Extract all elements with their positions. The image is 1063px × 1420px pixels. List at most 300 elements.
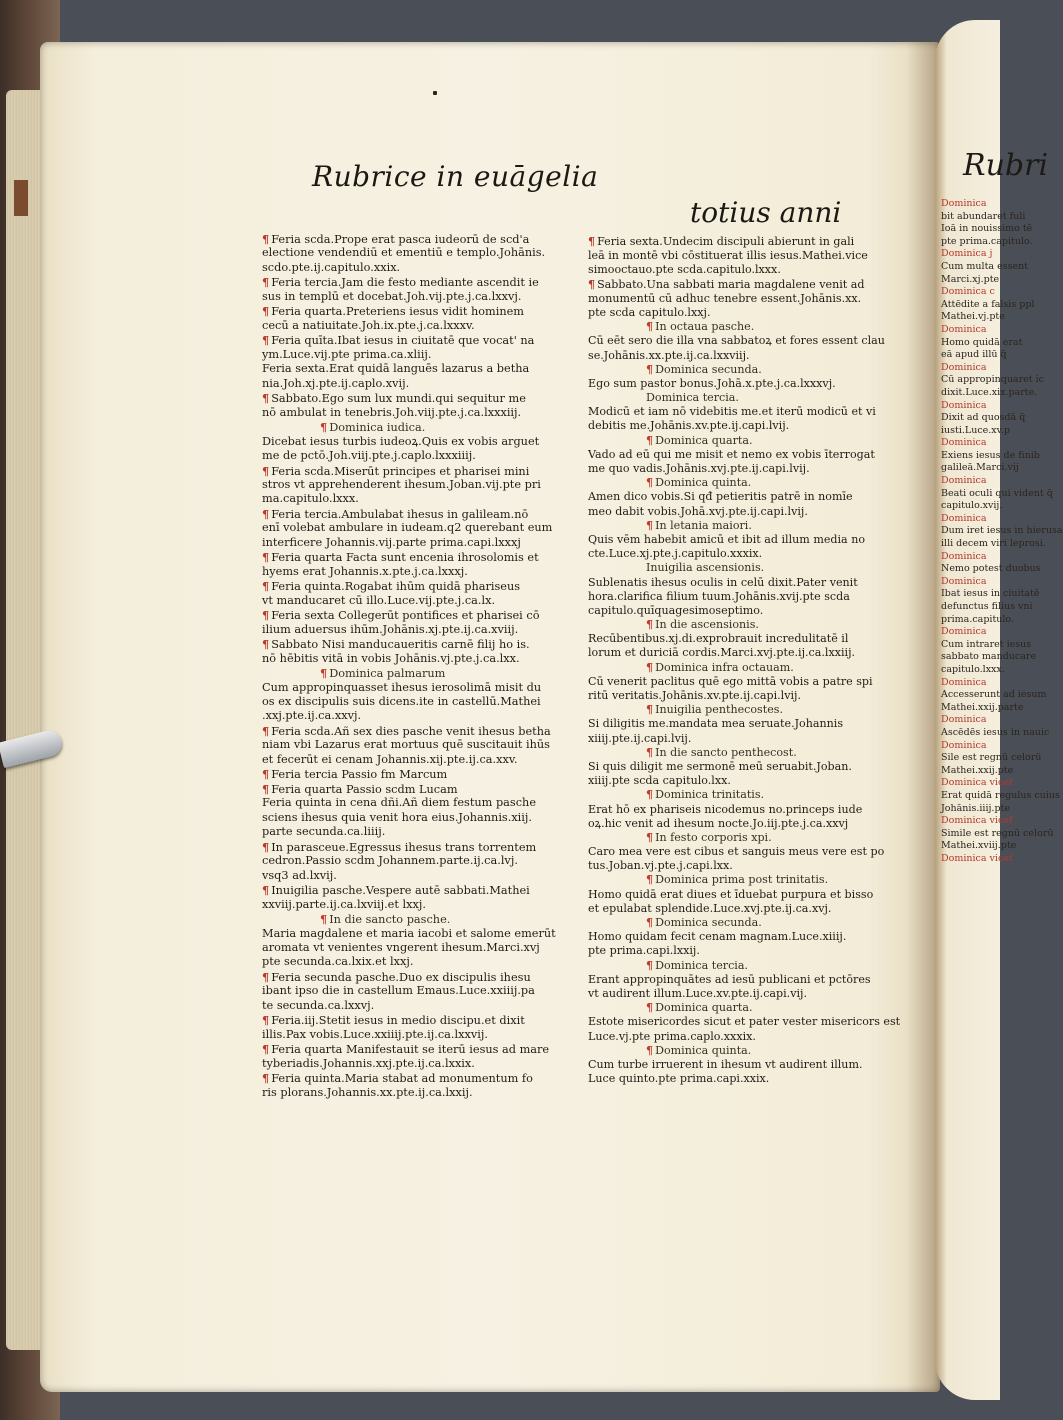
facing-page-line: Dominica [941,739,987,751]
rubric-heading [588,703,888,717]
facing-page-line: Mathei.xxij.parte [941,701,1024,713]
line-text: Homo quidam fecit cenam magnam.Luce.xiiij. [588,930,847,944]
text-line [262,435,562,449]
line-text: Erant appropinquātes ad iesū publicani et pctōres [588,972,871,986]
line-text: In die sancto pasche. [329,913,451,927]
line-text: debitis me.Johānis.xv.pte.ij.capi.lvij. [588,419,790,433]
facing-page-line: capitulo.lxxx. [941,663,1005,675]
facing-page-line: Mathei.xviij.pte [941,840,1017,852]
line-text: sciens ihesus quia venit hora eius.Johannis.xiij. [262,810,533,824]
line-text: Feria quarta Manifestauit se iterū iesus ad mare [271,1043,550,1057]
text-line [588,306,888,320]
text-line [262,869,562,883]
text-line [588,604,888,618]
text-line [262,970,562,984]
line-text: pte prima.capi.lxxij. [588,944,700,958]
pilcrow-icon: ¶ [646,660,654,674]
line-text: xxviij.parte.ij.ca.lxviij.et lxxj. [262,897,426,911]
text-line [588,646,888,660]
line-text: nia.Joh.xj.pte.ij.caplo.xvij. [262,376,410,390]
facing-page-line: Dominica [941,475,987,487]
pilcrow-icon: ¶ [646,618,654,632]
pilcrow-icon: ¶ [262,608,270,623]
text-line [262,521,562,535]
line-text: Luce.vj.pte prima.caplo.xxxix. [588,1029,756,1043]
facing-page-line: Accesserunt ad iesum [941,689,1047,701]
facing-page-line: dixit.Luce.xix.parte. [941,386,1038,398]
facing-page-line: Dominica [941,323,987,335]
text-line [262,724,562,738]
line-text: Cū eēt sero die illa vna sabbatoꝝ et fores essent clau [588,334,885,348]
line-text: niam vbi Lazarus erat mortuus quē suscitauit ihūs [262,738,550,752]
facing-page-running-head: Rubri [963,148,1049,183]
line-text: Feria scda.Prope erat pasca iudeorū de scd'a [271,233,530,246]
line-text: In octaua pasche. [655,320,755,334]
text-line [262,927,562,941]
text-line [588,249,888,263]
line-text: Modicū et iam nō videbitis me.et iterū modicū et vi [588,405,876,419]
text-line [262,753,562,767]
line-text: ym.Luce.vij.pte prima.ca.xliij. [262,347,432,361]
line-text: Dicebat iesus turbis iudeoꝝ.Quis ex vobis arguet [262,434,540,448]
text-line [262,1013,562,1027]
text-line [262,507,562,521]
line-text: Feria tercia.Ambulabat ihesus in galileam.nō [271,507,529,521]
text-line [588,292,888,306]
facing-page-line: Dominica c [941,286,995,298]
text-line [262,478,562,492]
line-text: me quo vadis.Johānis.xvj.pte.ij.capi.lvij. [588,462,810,475]
facing-page-line: Johānis.iiij.pte [941,802,1010,814]
text-line [588,590,888,604]
rubric-heading [588,391,888,405]
line-text: Sublenatis ihesus oculis in celū dixit.Pater venit [588,575,858,589]
line-text: monumentū cū adhuc tenebre essent.Johānis.xx. [588,291,862,305]
line-text: Sabbato.Una sabbati maria magdalene venit ad [597,277,865,291]
pilcrow-icon: ¶ [262,333,270,348]
line-text: capitulo.quīquagesimoseptimo. [588,603,764,617]
text-line [262,290,562,304]
line-text: Si quis diligit me sermonē meū seruabit.Joban. [588,759,852,773]
text-line [588,1072,888,1086]
line-text: cte.Luce.xj.pte.j.capitulo.xxxix. [588,547,763,561]
line-text: Ego sum pastor bonus.Johā.x.pte.j.ca.lxxxvj. [588,376,836,390]
facing-page-line: Cum multa essent [941,260,1029,272]
rubric-heading [588,916,888,930]
text-line [588,1058,888,1072]
pilcrow-icon: ¶ [262,723,270,738]
pilcrow-icon: ¶ [646,788,654,802]
right-text-column [588,235,901,1086]
line-text: Dominica quarta. [655,433,753,447]
line-text: Feria quinta.Maria stabat ad monumentum fo [271,1072,533,1086]
line-text: leā in montē vbi cōstituerat illis iesus.Mathei.vice [588,249,868,263]
book-page-edges [6,90,42,1350]
line-text: hora.clarifica filium tuum.Johānis.xvij.pte scda [588,589,850,603]
line-text: Cū venerit paclitus quē ego mittā vobis a patre spi [588,674,873,688]
text-line [262,883,562,897]
pilcrow-icon: ¶ [262,232,270,246]
text-line [262,738,562,752]
text-line [262,449,562,463]
rubric-heading [588,561,888,575]
line-text: In festo corporis xpi. [655,830,772,844]
facing-page-line: capitulo.xvij. [941,500,1003,512]
line-text: vt manducaret cū illo.Luce.vij.pte.j.ca.lx. [262,593,496,607]
line-text: vt audirent illum.Luce.xv.pte.ij.capi.vij. [588,986,807,1000]
text-line [588,505,888,519]
text-line [588,987,888,1001]
facing-page-line: Dixit ad quosdā q̄ [941,412,1026,424]
pilcrow-icon: ¶ [262,463,270,478]
text-line [262,594,562,608]
line-text: illis.Pax vobis.Luce.xxiiij.pte.ij.ca.lxxvij. [262,1027,488,1041]
line-text: In letania maiori. [655,518,752,532]
text-line [262,608,562,622]
rubric-heading [588,363,888,377]
line-text: et fecerūt ei cenam Johannis.xij.pte.ij.ca.xxv. [262,752,518,766]
rubric-heading [588,1044,888,1058]
line-text: pte scda capitulo.lxxj. [588,305,711,319]
line-text: Dominica prima post trinitatis. [655,873,829,887]
line-text: nō ambulat in tenebris.Joh.viij.pte.j.ca.lxxxiij. [262,405,522,419]
line-text: In parasceue.Egressus ihesus trans torrentem [271,840,537,854]
line-text: parte secunda.ca.liiij. [262,825,386,839]
facing-page-line: Attēdite a falsis ppl [941,298,1035,310]
text-line [588,632,888,646]
pilcrow-icon: ¶ [262,506,270,521]
line-text: Sabbato Nisi manducaueritis carnē filij ho is. [271,638,530,652]
line-text: Feria sexta.Undecim discipuli abierunt in gali [597,235,855,248]
facing-page-line: Mathei.vj.pte [941,311,1005,323]
text-line [588,263,888,277]
rubric-heading [588,476,888,490]
facing-page-line: Dominica [941,399,987,411]
text-line [588,462,888,476]
line-text: lorum et duriciā cordis.Marci.xvj.pte.ij.ca.lxxiij. [588,646,856,660]
text-line [262,565,562,579]
facing-page-line: Mathei.xxij.pte [941,764,1014,776]
text-line [262,984,562,998]
text-line [588,533,888,547]
pilcrow-icon: ¶ [646,745,654,759]
facing-page-line: Dominica vicef [941,852,1013,864]
line-text: .xxj.pte.ij.ca.xxvj. [262,709,362,723]
facing-page-recto [935,20,1063,1400]
line-text: Feria sexta Collegerūt pontifices et pharisei cō [271,609,540,623]
line-text: Feria quinta in cena dñi.Añ diem festum pasche [262,796,537,810]
line-text: xiiij.pte scda capitulo.lxx. [588,774,731,788]
line-text: Dominica quinta. [655,1043,752,1057]
rubric-heading [262,420,562,434]
line-text: simooctauo.pte scda.capitulo.lxxx. [588,263,781,277]
text-line [588,675,888,689]
text-line [588,817,888,831]
line-text: In die sancto penthecost. [655,745,797,759]
line-text: enī volebat ambulare in iudeam.q2 querebant eum [262,521,553,535]
text-line [262,232,562,246]
text-line [588,930,888,944]
line-text: xiiij.pte.ij.capi.lvij. [588,731,692,745]
pilcrow-icon: ¶ [262,1071,270,1086]
text-line [262,362,562,376]
facing-page-line: Sile est regnū celorū [941,752,1042,764]
text-line [262,898,562,912]
text-line [588,448,888,462]
facing-page-line: Dum iret iesus in hierusa [941,525,1063,537]
rubric-heading [588,959,888,973]
line-text: Inuigilia ascensionis. [646,561,765,575]
pilcrow-icon: ¶ [262,304,270,319]
line-text: os ex discipulis suis dicens.ite in castellū.Mathei [262,695,541,708]
text-line [262,275,562,289]
text-line [588,902,888,916]
facing-page-line: Dominica [941,676,987,688]
text-line [588,235,888,249]
line-text: tyberiadis.Johannis.xxj.pte.ij.ca.lxxix. [262,1056,475,1070]
facing-page-line: prima.capitulo. [941,613,1015,625]
line-text: hyems erat Johannis.x.pte.j.ca.lxxxj. [262,564,468,578]
line-text: se.Johānis.xx.pte.ij.ca.lxxviij. [588,348,750,362]
line-text: meo dabit vobis.Johā.xvj.pte.ij.capi.lvij. [588,504,808,518]
pilcrow-icon: ¶ [320,912,328,927]
pilcrow-icon: ¶ [262,839,270,854]
rubric-heading [588,788,888,802]
text-line [262,637,562,651]
facing-page-line: Dominica [941,437,987,449]
text-line [262,623,562,637]
line-text: Estote misericordes sicut et pater vester misericors est [588,1015,901,1029]
pilcrow-icon: ¶ [646,916,654,929]
text-line [262,1086,562,1100]
pilcrow-icon: ¶ [262,275,270,290]
line-text: Dominica palmarum [329,667,446,681]
text-line [588,803,888,817]
running-head-left: Rubrice in euāgelia [312,160,599,193]
facing-page-line: Beati oculi qui vident q̄ [941,487,1053,499]
text-line [588,405,888,419]
text-line [262,246,562,260]
pilcrow-icon: ¶ [262,969,270,984]
facing-page-line: sabbato manducare [941,651,1037,663]
line-text: scdo.pte.ij.capitulo.xxix. [262,260,401,274]
line-text: Inuigilia pasche.Vespere autē sabbati.Mathei [271,884,530,898]
pilcrow-icon: ¶ [646,1043,654,1057]
line-text: Feria sexta.Erat quidā languēs lazarus a betha [262,362,530,376]
text-line [588,576,888,590]
line-text: interficere Johannis.vij.parte prima.capi.lxxxj [262,535,521,549]
facing-page-line: Simile est regnū celorū [941,827,1054,839]
line-text: vsq3 ad.lxvij. [262,868,337,882]
line-text: Feria quarta Passio scdm Lucam [271,782,458,796]
line-text: Feria quarta.Preteriens iesus vidit hominem [271,305,525,319]
line-text: Inuigilia penthecostes. [655,703,783,717]
line-text: Sabbato.Ego sum lux mundi.qui sequitur me [271,392,526,406]
facing-page-line: illi decem viri leprosi. [941,538,1046,550]
text-line [262,1042,562,1056]
facing-page-line: Cū appropinquaret ic [941,374,1044,386]
line-text: Dominica quinta. [655,476,752,490]
line-text: Quis vēm habebit amicū et ibit ad illum media no [588,532,866,546]
text-line [588,973,888,987]
pilcrow-icon: ¶ [646,830,654,844]
line-text: Luce quinto.pte prima.capi.xxix. [588,1072,770,1086]
facing-page-line: Ascēdēs iesus in nauic [941,726,1050,738]
line-text: oꝝ.hic venit ad ihesum nocte.Jo.iij.pte.j.ca.xxvj [588,816,849,830]
line-text: Si diligitis me.mandata mea seruate.Johannis [588,717,844,731]
line-text: ris plorans.Johannis.xx.pte.ij.ca.lxxij. [262,1085,473,1099]
line-text: Feria quinta.Rogabat ihūm quidā phariseus [271,580,521,594]
line-text: Cum appropinquasset ihesus ierosolimā misit du [262,680,542,694]
line-text: sus in templū et docebat.Joh.vij.pte.j.ca.lxxvj. [262,289,522,303]
text-line [262,492,562,506]
pilcrow-icon: ¶ [646,476,654,490]
line-text: Dominica infra octauam. [655,660,794,674]
line-text: Dominica secunda. [655,362,762,376]
pilcrow-icon: ¶ [262,391,270,406]
text-line [588,944,888,958]
facing-page-line: Exiens iesus de finib [941,449,1040,461]
rubric-heading [588,873,888,887]
text-line [588,845,888,859]
facing-page-line: Nemo potest duobus [941,563,1041,575]
facing-page-line: Dominica [941,714,987,726]
line-text: ibant ipso die in castellum Emaus.Luce.xxiiij.pa [262,984,535,998]
pilcrow-icon: ¶ [262,1013,270,1028]
line-text: stros vt apprehenderent ihesum.Joban.vij.pte pri [262,477,541,491]
text-line [262,377,562,391]
line-text: Feria quīta.Ibat iesus in ciuitatē que vocat' na [271,334,535,348]
facing-page-line: galileā.Marci.vij [941,462,1019,474]
line-text: Feria scda.Miserūt principes et pharisei mini [271,464,530,478]
line-text: nō hēbitis vitā in vobis Johānis.vj.pte.j.ca.lxx. [262,651,520,665]
text-line [262,579,562,593]
pilcrow-icon: ¶ [646,320,654,334]
text-line [262,391,562,405]
pilcrow-icon: ¶ [262,781,270,796]
text-line [588,419,888,433]
pilcrow-icon: ¶ [262,767,270,782]
pilcrow-icon: ¶ [646,873,654,887]
pilcrow-icon: ¶ [262,579,270,594]
text-line [588,774,888,788]
line-text: Dominica tercia. [646,391,739,405]
line-text: Recūbentibus.xj.di.exprobrauit incredulitatē il [588,632,849,646]
text-line [588,547,888,561]
facing-page-line: defunctus filius vni [941,601,1033,612]
text-line [262,709,562,723]
line-text: me de pctō.Joh.viij.pte.j.caplo.lxxxiiij. [262,449,476,463]
text-line [588,334,888,348]
pilcrow-icon: ¶ [262,1042,270,1057]
line-text: tus.Joban.vj.pte.j.capi.lxx. [588,859,733,873]
line-text: Feria.iij.Stetit iesus in medio discipu.et dixit [271,1014,525,1028]
line-text: et epulabat splendide.Luce.xvj.pte.ij.ca.xvj. [588,901,832,915]
rubric-heading [262,912,562,926]
rubric-heading [588,519,888,533]
text-line [588,278,888,292]
text-line [588,732,888,746]
text-line [262,840,562,854]
text-line [262,1057,562,1071]
text-line [262,652,562,666]
text-line [262,767,562,781]
line-text: pte secunda.ca.lxix.et lxxj. [262,955,414,969]
text-line [262,348,562,362]
text-line [262,681,562,695]
facing-page-line: Dominica vicef [941,777,1013,789]
running-head-right: totius anni [690,196,842,229]
line-text: Amen dico vobis.Si qđ petieritis patrē in nomīe [588,490,853,504]
line-text: Dominica quarta. [655,1001,753,1015]
rubric-heading [588,746,888,760]
line-text: Cum turbe irruerent in ihesum vt audirent illum. [588,1057,863,1071]
facing-page-line: bit abundaret fuli [941,210,1026,222]
ribbon-marker [14,180,28,216]
facing-page-line: Dominica [941,550,987,562]
text-line [262,1071,562,1085]
facing-page-line: Dominica [941,198,987,209]
line-text: Maria magdalene et maria iacobi et salome emerūt [262,926,556,940]
line-text: te secunda.ca.lxxvj. [262,998,375,1012]
line-text: aromata vt venientes vngerent ihesum.Marci.xvj [262,940,540,954]
facing-page-line: Dominica [941,626,987,638]
facing-page-line: Dominica j [941,248,993,260]
line-text: cedron.Passio scdm Johannem.parte.ij.ca.lvj. [262,854,518,868]
pilcrow-icon: ¶ [262,550,270,565]
line-text: Dominica secunda. [655,916,762,929]
pilcrow-icon: ¶ [646,518,654,532]
line-text: ritū veritatis.Johānis.xv.pte.ij.capi.lvij. [588,689,801,702]
facing-page-line: Erat quidā regulus cuius [941,789,1060,801]
text-line [588,689,888,703]
line-text: cecū a natiuitate.Joh.ix.pte.j.ca.lxxxv. [262,318,475,332]
line-text: Homo quidā erat diues et īduebat purpura et bisso [588,887,874,901]
line-text: In die ascensionis. [655,618,759,632]
text-line [588,760,888,774]
facing-page-line: Homo quidā erat [941,336,1023,348]
text-line [588,1030,888,1044]
text-line [588,349,888,363]
text-line [262,782,562,796]
text-line [588,717,888,731]
line-text: electione vendendiū et ementiū e templo.Johānis. [262,246,546,260]
line-text: Dominica iudica. [329,421,426,435]
text-line [262,955,562,969]
pilcrow-icon: ¶ [320,666,328,681]
rubric-heading [588,661,888,675]
line-text: ilium aduersus ihūm.Johānis.xj.pte.ij.ca.xviij. [262,622,519,636]
line-text: Feria tercia.Jam die festo mediante ascendit ie [271,276,539,290]
text-line [262,550,562,564]
pilcrow-icon: ¶ [588,277,596,291]
line-text: Feria secunda pasche.Duo ex discipulis ihesu [271,970,531,984]
facing-page-line: Marci.xj.pte [941,273,1000,285]
facing-page-line: iusti.Luce.xv.p [941,424,1010,436]
facing-page-line: eā apud illū q̄ [941,349,1007,361]
line-text: Feria scda.Añ sex dies pasche venit ihesus betha [271,724,551,738]
text-line [262,825,562,839]
text-line [588,1015,901,1029]
rubric-heading [588,618,888,632]
pilcrow-icon: ¶ [262,883,270,898]
pilcrow-icon: ¶ [588,235,596,248]
rubric-heading [588,434,888,448]
line-text: Feria tercia Passio fm Marcum [271,768,448,782]
text-line [262,406,562,420]
pilcrow-icon: ¶ [646,362,654,376]
line-text: ma.capitulo.lxxx. [262,492,359,506]
